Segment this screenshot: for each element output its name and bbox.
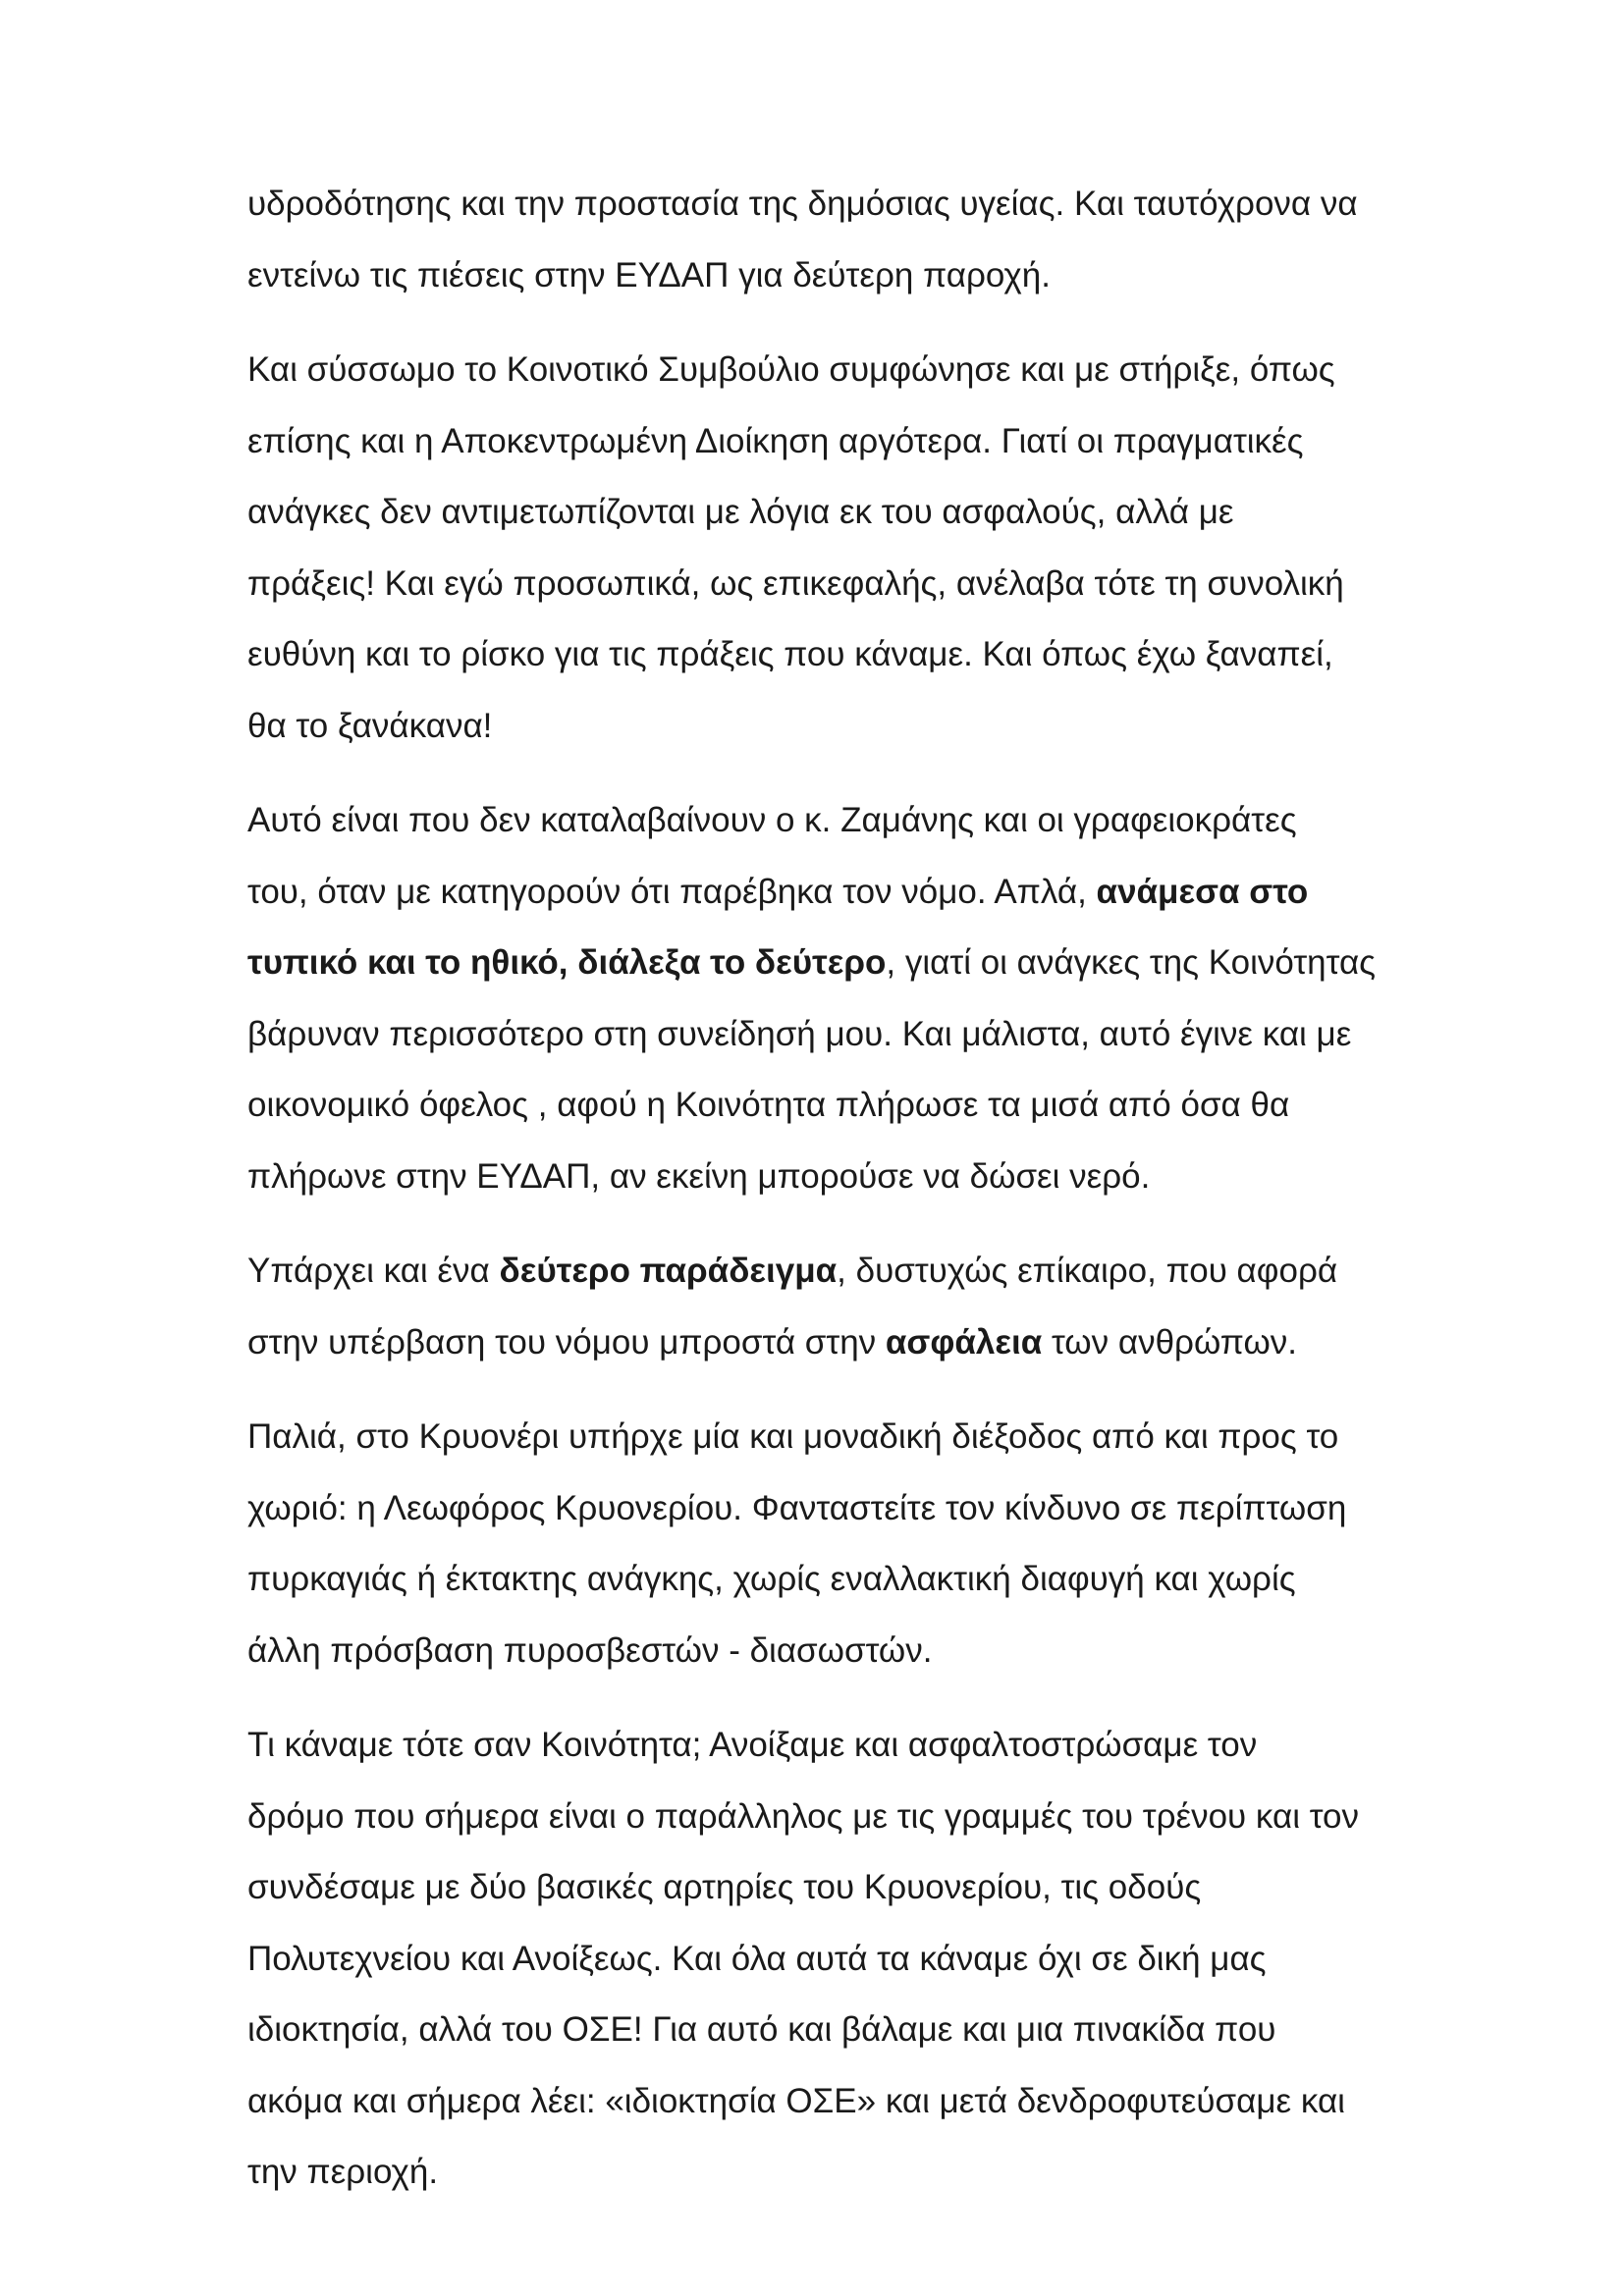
paragraph: [247, 335, 1426, 762]
text-segment: ιδιοκτησία, αλλά του ΟΣΕ! Για αυτό και βάλαμε και μια πινακίδα που: [247, 2010, 1276, 2049]
text-line: [247, 928, 1426, 999]
text-line: [247, 1402, 1426, 1473]
text-segment: θα το ξανάκανα!: [247, 706, 493, 745]
bold-text-segment: ανάμεσα στο: [1096, 872, 1309, 911]
text-line: [247, 1924, 1426, 1996]
text-segment: , δυστυχώς επίκαιρο, που αφορά: [837, 1252, 1338, 1290]
text-line: [247, 240, 1426, 312]
text-line: [247, 619, 1426, 691]
text-segment: βάρυναν περισσότερο στη συνείδησή μου. Και μάλιστα, αυτό έγινε και με: [247, 1014, 1352, 1053]
text-line: [247, 2137, 1426, 2209]
text-segment: εντείνω τις πιέσεις στην ΕΥΔΑΠ για δεύτερη παροχή.: [247, 255, 1051, 294]
text-segment: Παλιά, στο Κρυονέρι υπήρχε μία και μοναδική διέξοδος από και προς το: [247, 1417, 1339, 1456]
paragraph: [247, 1710, 1426, 2209]
text-segment: , γιατί οι ανάγκες της Κοινότητας: [886, 943, 1377, 982]
text-line: [247, 1070, 1426, 1142]
text-segment: πράξεις! Και εγώ προσωπικά, ως επικεφαλής, ανέλαβα τότε τη συνολική: [247, 563, 1344, 603]
text-segment: επίσης και η Αποκεντρωμένη Διοίκηση αργότερα. Γιατί οι πραγματικές: [247, 421, 1304, 460]
text-line: [247, 1782, 1426, 1853]
text-line: [247, 1473, 1426, 1545]
text-segment: συνδέσαμε με δύο βασικές αρτηρίες του Κρυονερίου, τις οδούς: [247, 1868, 1202, 1906]
text-segment: Και σύσσωμο το Κοινοτικό Συμβούλιο συμφώνησε και με στήριξε, όπως: [247, 350, 1335, 389]
text-line: [247, 1710, 1426, 1782]
text-line: [247, 999, 1426, 1071]
text-segment: στην υπέρβαση του νόμου μπροστά στην: [247, 1322, 886, 1362]
bold-text-segment: τυπικό και το ηθικό, διάλεξα το δεύτερο: [247, 943, 887, 982]
text-segment: Τι κάναμε τότε σαν Κοινότητα; Ανοίξαμε και ασφαλτοστρώσαμε τον: [247, 1726, 1258, 1764]
text-line: [247, 335, 1426, 406]
bold-text-segment: δεύτερο παράδειγμα: [499, 1252, 838, 1290]
text-segment: οικονομικό όφελος , αφού η Κοινότητα πλήρωσε τα μισά από όσα θα: [247, 1086, 1290, 1124]
text-line: [247, 406, 1426, 478]
text-line: [247, 1236, 1426, 1308]
text-segment: υδροδότησης και την προστασία της δημόσιας υγείας. Και ταυτόχρονα να: [247, 185, 1358, 223]
paragraph: [247, 1402, 1426, 1686]
text-line: [247, 2066, 1426, 2138]
text-line: [247, 1544, 1426, 1616]
paragraph: [247, 169, 1426, 311]
text-segment: των ανθρώπων.: [1042, 1322, 1297, 1362]
paragraph: [247, 1236, 1426, 1378]
text-line: [247, 1616, 1426, 1687]
text-segment: την περιοχή.: [247, 2153, 439, 2191]
bold-text-segment: ασφάλεια: [885, 1322, 1043, 1362]
text-segment: Αυτό είναι που δεν καταλαβαίνουν ο κ. Ζαμάνης και οι γραφειοκράτες: [247, 801, 1297, 839]
text-segment: πλήρωνε στην ΕΥΔΑΠ, αν εκείνη μπορούσε να δώσει νερό.: [247, 1156, 1151, 1196]
text-line: [247, 549, 1426, 620]
text-segment: δρόμο που σήμερα είναι ο παράλληλος με τις γραμμές του τρένου και τον: [247, 1796, 1360, 1836]
text-segment: ευθύνη και το ρίσκο για τις πράξεις που κάναμε. Και όπως έχω ξαναπεί,: [247, 635, 1333, 673]
text-segment: Υπάρχει και ένα: [247, 1252, 500, 1290]
text-line: [247, 857, 1426, 929]
text-line: [247, 1852, 1426, 1924]
text-segment: πυρκαγιάς ή έκτακτης ανάγκης, χωρίς εναλλακτική διαφυγή και χωρίς: [247, 1560, 1296, 1598]
text-line: [247, 785, 1426, 857]
text-line: [247, 1142, 1426, 1213]
text-line: [247, 691, 1426, 763]
text-line: [247, 1995, 1426, 2066]
text-segment: ανάγκες δεν αντιμετωπίζονται με λόγια εκ του ασφαλούς, αλλά με: [247, 493, 1234, 531]
paragraph: [247, 785, 1426, 1212]
text-line: [247, 169, 1426, 240]
text-segment: χωριό: η Λεωφόρος Κρυονερίου. Φανταστείτε τον κίνδυνο σε περίπτωση: [247, 1488, 1347, 1527]
text-segment: Πολυτεχνείου και Ανοίξεως. Και όλα αυτά τα κάναμε όχι σε δική μας: [247, 1939, 1267, 1978]
document-body: [247, 169, 1426, 2232]
text-line: [247, 477, 1426, 549]
text-segment: ακόμα και σήμερα λέει: «ιδιοκτησία ΟΣΕ» και μετά δενδροφυτεύσαμε και: [247, 2081, 1345, 2120]
text-segment: του, όταν με κατηγορούν ότι παρέβηκα τον νόμο. Απλά,: [247, 872, 1097, 911]
text-segment: άλλη πρόσβαση πυροσβεστών - διασωστών.: [247, 1630, 933, 1670]
text-line: [247, 1308, 1426, 1379]
